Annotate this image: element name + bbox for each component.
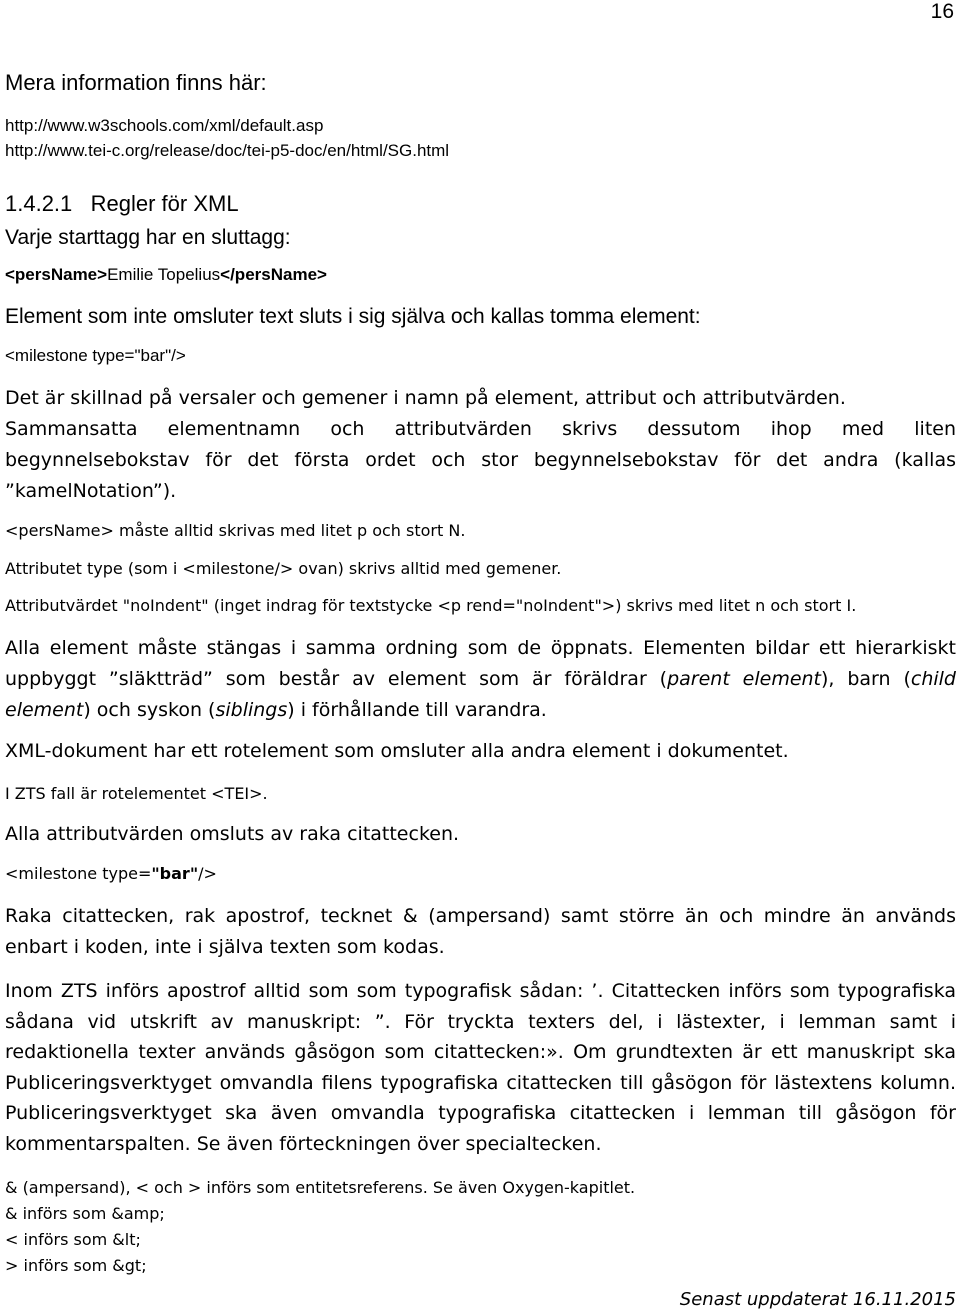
note-noindent: Attributvärdet "noIndent" (inget indrag för textstycke <p rend="noIndent">) skrivs med litet n och stort I. (5, 596, 857, 615)
link-tei[interactable]: http://www.tei-c.org/release/doc/tei-p5-doc/en/html/SG.html (5, 141, 450, 160)
quotes-rule: Alla attributvärden omsluts av raka citattecken. (5, 823, 460, 845)
entity-list (5, 1175, 956, 1279)
rule-empty-elements: Element som inte omsluter text sluts i sig själva och kallas tomma element: (5, 305, 701, 328)
root-element-note: I ZTS fall är rotelementet <TEI>. (5, 784, 268, 803)
entity-lt: < införs som &lt; (5, 1230, 141, 1249)
section-title: Regler för XML (90, 191, 239, 216)
section-heading (5, 191, 956, 217)
example-milestone-empty: <milestone type="bar"/> (5, 346, 186, 365)
example-open-tag: <persName> (5, 265, 108, 284)
entity-amp: & införs som &amp; (5, 1204, 165, 1223)
example-close-tag: </persName> (220, 265, 327, 284)
note-type-attribute: Attributet type (som i <milestone/> ovan) skrivs alltid med gemener. (5, 559, 562, 578)
case-line-3: begynnelsebokstav för det första ordet och stor begynnelsebokstav för det andra (kallas (5, 449, 956, 471)
root-element-paragraph: XML-dokument har ett rotelement som omsluter alla andra element i dokumentet. (5, 740, 789, 762)
zts-quotation-paragraph: Inom ZTS införs apostrof alltid som som typografisk sådan: ’. Citattecken införs som typografiska sådana vid utskrift av manuskript: ”. För tryckta texters del, i lästexter, i lemman samt i redaktionella texter används gåsögon som citattecken:». Om grundtexten är ett manuskript ska Publiceringsverktyget omvandla filens typografiska citattecken till gåsögon för lästextens kolumn. Publiceringsverktyget ska även omvandla typografiska citattecken i lemman till gåsögon för kommentarspalten. Se även förteckningen över specialtecken. (5, 980, 956, 1155)
code-characters-paragraph: Raka citattecken, rak apostrof, tecknet & (ampersand) samt större än och mindre än används enbart i koden, inte i själva texten som kodas. (5, 905, 956, 958)
example-milestone-quoted: <milestone type="bar"/> (5, 864, 217, 883)
case-line-2: Sammansatta elementnamn och attributvärden skrivs dessutom ihop med liten (5, 418, 956, 440)
case-line-4: ”kamelNotation”). (5, 480, 177, 502)
last-updated-footer: Senast uppdaterat 16.11.2015 (679, 1289, 956, 1310)
element-order-paragraph: Alla element måste stängas i samma ordning som de öppnats. Elementen bildar ett hierarkiskt uppbyggt ”släktträd” som består av element som är föräldrar (parent element), barn (child element) och syskon (siblings) i förhållande till varandra. (5, 637, 956, 721)
term-siblings: siblings (215, 699, 288, 721)
section-number: 1.4.2.1 (5, 191, 73, 216)
note-persname: <persName> måste alltid skrivas med litet p och stort N. (5, 521, 466, 540)
case-line-1: Det är skillnad på versaler och gemener i namn på element, attribut och attributvärden. (5, 387, 846, 409)
entity-gt: > införs som &gt; (5, 1256, 147, 1275)
entity-intro: & (ampersand), < och > införs som entitetsreferens. Se även Oxygen-kapitlet. (5, 1178, 636, 1197)
rule-start-end-tag: Varje starttagg har en sluttagg: (5, 226, 291, 249)
page-number: 16 (930, 0, 954, 23)
case-sensitivity-paragraph (5, 383, 956, 507)
example-attribute-value: "bar" (151, 864, 199, 883)
link-w3schools[interactable]: http://www.w3schools.com/xml/default.asp (5, 116, 324, 135)
term-parent-element: parent element (667, 668, 822, 690)
more-info-heading: Mera information finns här: (5, 70, 267, 95)
term-child-element: child element (5, 668, 956, 721)
example-persname (5, 265, 956, 285)
example-content: Emilie Topelius (107, 265, 221, 284)
